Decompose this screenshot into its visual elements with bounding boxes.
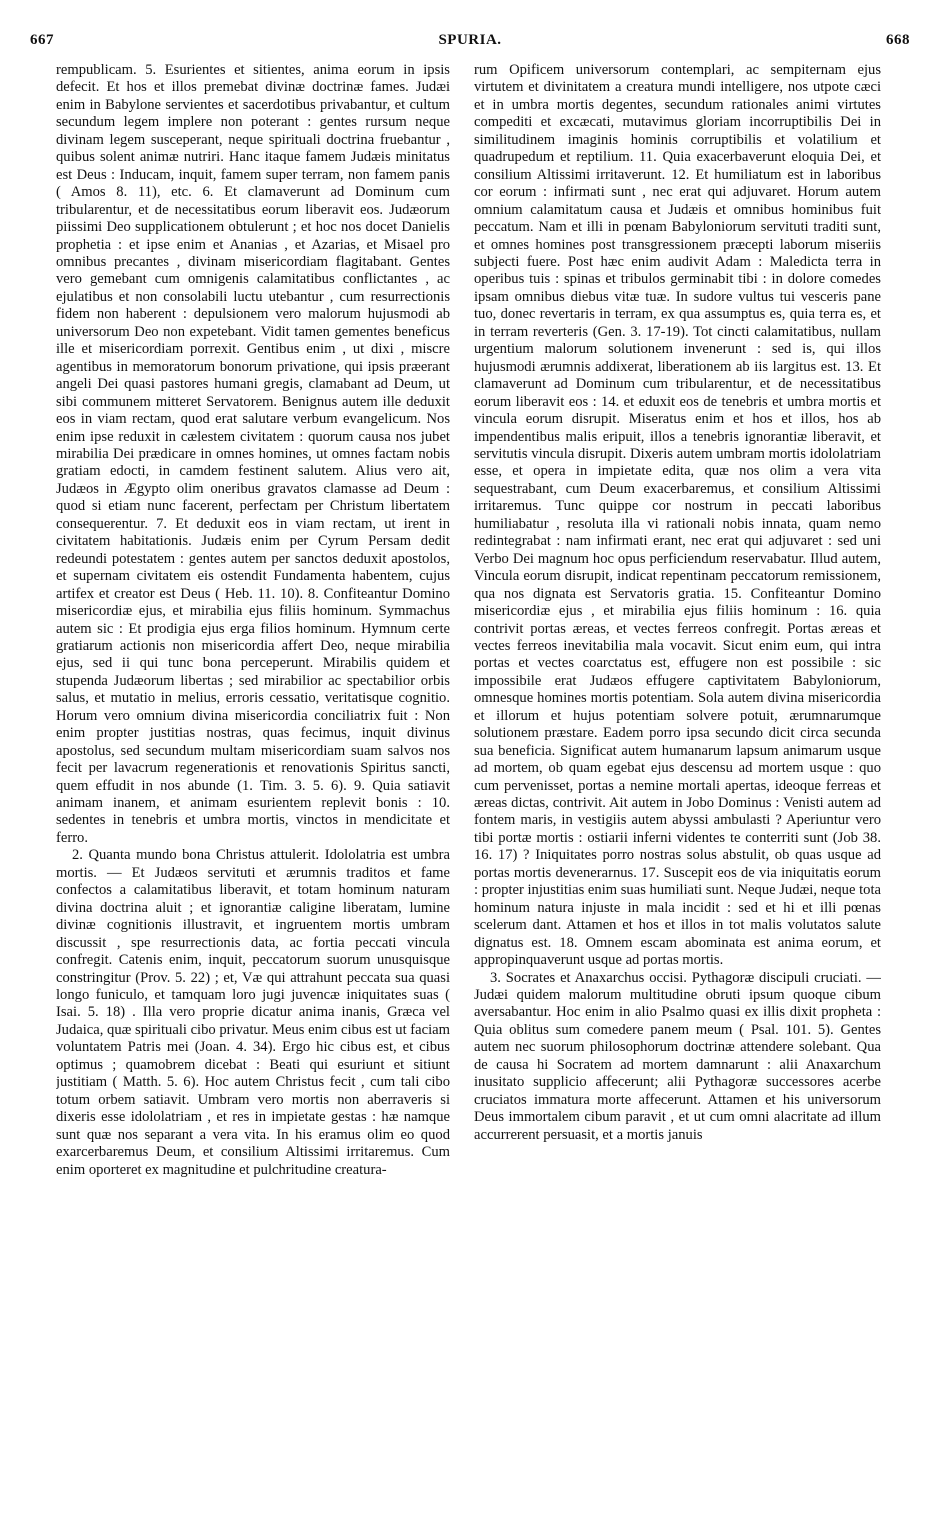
right-column <box>474 62 881 1502</box>
running-title: SPURIA. <box>438 32 502 48</box>
page-header <box>30 32 910 56</box>
page-number-left: 667 <box>30 32 54 48</box>
paragraph: rum Opificem universorum contemplari, ac sempiternam ejus virtutem et divinitatem a creatura mundi intelligere, nos utpote cæci et in umbra mortis degentes, secundum rationales animi virtutes compediti et excæcati, mutavimus gloriam incorruptibilis Dei in similitudinem imaginis hominis corruptibilis et volatilium et quadrupedum et reptilium. 11. Quia exacerbaverunt eloquia Dei, et consilium Altissimi irritaverunt. 12. Et humiliatum est in laboribus cor eorum : infirmati sunt , nec erat qui adjuvaret. Horum autem omnium calamitatum causa et Judæis et omnibus hominibus fuit peccatum. Nam et illi in pœnam Babyloniorum servituti traditi sunt, et omnes homines post transgressionem præcepti laborum miseriis subjecti fuere. Post hæc enim audivit Adam : Maledicta terra in operibus tuis : spinas et tribulos germinabit tibi : in dolore comedes ipsam omnibus diebus vitæ tuæ. In sudore vultus tui vesceris pane tuo, donec revertaris in terram, ex qua assumptus es, quia terra es, et in terram reverteris (Gen. 3. 17-19). Tot cincti calamitatibus, nullam urgentium malorum solutionem invenerunt : sed is, qui illos hujusmodi ærumnis addixerat, liberationem ab iis largitus est. 13. Et clamaverunt ad Dominum cum tribularentur, et de necessitatibus eorum liberavit eos : 14. et eduxit eos de tenebris et umbra mortis et vincula eorum disrupit. Miseratus enim et hos et illos, hos ab impendentibus malis eripuit, illos a tenebris ignorantiæ liberavit, et servitutis vincula disrupit. Dixeris autem umbram mortis idololatriam esse, et opera in impietate edita, quæ nos olim a vera vita sequestrabant, cum Deum exacerbaremus, et consilium Altissimi irritaremus. Tunc quippe cor nostrum in peccati laboribus humiliabatur , resoluta illa vi rationali nobis innata, quam nemo redintegrabat : nam infirmati erant, nec erat qui adjuvaret : sed uni Verbo Dei magnum hoc opus perficiendum reservabatur. Illud autem, Vincula eorum disrupit, indicat repentinam peccatorum remissionem, qua nos dignata est Servatoris gratia. 15. Confiteantur Domino misericordiæ ejus , et mirabilia ejus filiis hominum : 16. quia contrivit portas æreas, et vectes ferreos confregit. Portas æreas et vectes ferreos inevitabilia mala vocavit. Sicut enim eum, qui intra portas et vectes coarctatus est, effugere non est possibile : sic impossibile erat Judæos effugere captivitatem Babyloniorum, omnesque homines mortis potentiam. Sola autem divina misericordia et illorum et hujus potentiam solvere potuit, ærumnarumque solutionem præstare. Eadem porro ipsa secundo dicit circa secunda sua beneficia. Significat autem humanarum lapsum animarum usque ad mortem, ob quam egebat ejus descensu ad mortem usque : quo cum pervenisset, portas a nemine mortali apertas, ideoque ferreas et æreas dictas, contrivit. Ait autem in Jobo Dominus : Venisti autem ad fontem maris, in vestigiis autem abyssi ambulasti ? Aperiuntur vero tibi portæ mortis : ostiarii inferni videntes te conterriti sunt (Job 38. 16. 17) ? Iniquitates porro nostras solus abstulit, ob quas usque ad portas mortis devenerarnus. 17. Suscepit eos de via iniquitatis eorum : propter injustitias enim suas humiliati sunt. Neque Judæi, neque tota hominum natura injuste in mala incidit : sed et hi et illi pœnas scelerum dant. Attamen et hos et illos in tot malis volutatos salute dignatus est. 18. Omnem escam abominata est anima eorum, et appropinquaverunt usque ad portas mortis. <box>474 62 881 969</box>
page-number-right: 668 <box>886 32 910 48</box>
left-column <box>56 62 450 1502</box>
paragraph: 2. Quanta mundo bona Christus attulerit. Idololatria est umbra mortis. — Et Judæos servituti et ærumnis traditos et fame confectos a calamitatibus liberavit, et totam hominum naturam divina doctrina aluit ; et ignorantiæ caligine liberatam, lumine divinæ cognitionis illustravit, et ingruentem mortis umbram discussit , spe resurrectionis data, ac fortia peccati vincula confregit. Catenis enim, inquit, peccatorum suorum unusquisque constringitur (Prov. 5. 22) ; et, Væ qui attrahunt peccata sua quasi longo funiculo, et tamquam loro jugi juvencæ iniquitates suas ( Isai. 5. 18) . Illa vero proprie dicatur anima inanis, Græca vel Judaica, quæ spirituali cibo privatur. Meus enim cibus est ut faciam voluntatem Patris mei (Joan. 4. 34). Ergo hic cibus est, et cibus optimus ; quamobrem dicebat : Beati qui esuriunt et sitiunt justitiam ( Matth. 5. 6). Hoc autem Christus fecit , cum tali cibo totum orbem satiavit. Umbram vero mortis non aberraveris si dixeris esse idololatriam , et res in impietate gestas : hæ namque sunt quæ nos separant a vera vita. In his eramus olim eo quod exarcerbaremus Deum, et consilium Altissimi irritaremus. Cum enim oporteret ex magnitudine et pulchritudine creatura- <box>56 847 450 1178</box>
paragraph: 3. Socrates et Anaxarchus occisi. Pythagoræ discipuli cruciati. — Judæi quidem malorum multitudine obruti ipsum quoque cibum aversabantur. Hoc enim in alio Psalmo quasi ex illis dixit propheta : Quia oblitus sum comedere panem meum ( Psal. 101. 5). Gentes autem nec suorum philosophorum doctrinæ attendere solebant. Qua de causa hi Socratem ad mortem damnarunt : alii Anaxarchum inusitato supplicio affecerunt; alii Pythagoræ successores acerbe cruciatos immatura morte affecerunt. Attamen et his universorum Deus immortalem cibum paravit , et ut cum omni alacritate ad illum accurrerent persuasit, et a mortis januis <box>474 969 881 1143</box>
paragraph: rempublicam. 5. Esurientes et sitientes, anima eorum in ipsis defecit. Et hos et illos premebat divinæ doctrinæ fames. Judæi enim in Babylone servientes et sacerdotibus privabantur, et cultum secundum legem implere non poterant : gentes rursum neque divinam legem susceperant, neque spirituali doctrina fruebantur , quibus solent animæ nutriri. Hanc itaque famem Judæis minitatus est Deus : Inducam, inquit, famem super terram, non famem panis ( Amos 8. 11), etc. 6. Et clamaverunt ad Dominum cum tribularentur, et de necessitatibus eorum liberavit eos. Judæorum piissimi Deo supplicationem obtulerunt ; et hoc nos docet Danielis prophetia : et ipse enim et Ananias , et Azarias, et Misael pro omnibus precantes , divinam misericordiam flagitabant. Gentes vero gemebant cum omnigenis calamitatibus conflictantes , ac ejulatibus et non consolabili luctu utebantur , cum resurrectionis fidem non haberent : depulsionem vero malorum hujusmodi ab universorum Deo non expetebant. Vidit tamen gementes beneficus ille et misericordiam porrexit. Gentibus enim , ut dixi , miscre agentibus in memoratorum bonorum privatione, qui ipsis præerant angeli Dei quasi pastores humani gregis, clamabant ad Deum, ut sibi communem mitteret Servatorem. Benignus autem ille deduxit eos in viam rectam, quod erat salutare verbum evangelicum. Nos enim ipse reduxit in cælestem civitatem : quorum causa nos jubet mirabilia Dei prædicare in omnes homines, ut omnes factam nobis gratiam edocti, in camdem festinent salutem. Alius vero ait, Judæos in Ægypto olim oneribus gravatos clamasse ad Deum : quod si etiam nunc facerent, perfectam per Christum libertatem consequerentur. 7. Et deduxit eos in viam rectam, ut irent in civitatem habitationis. Judæis enim per Cyrum Persam dedit redeundi potestatem : gentes autem per sanctos deduxit apostolos, et supernam civitatem eis ostendit Fundamenta habentem, cujus artifex et creator est Deus ( Heb. 11. 10). 8. Confiteantur Domino misericordiæ ejus, et mirabilia ejus filiis hominum. Symmachus autem sic : Et prodigia ejus erga filios hominum. Hymnum certe gratiarum actionis non misericordia affert Deo, neque mirabilia ejus, sed ii qui tunc bona perceperunt. Mirabilis quidem et stupenda Judæorum libertas ; sed mirabilior ac spectabilior orbis salus, et mutatio in melius, erroris cessatio, veritatisque cognitio. Horum vero omnium divina misericordia conciliatrix fuit : Non enim propter justitias nostras, quas fecimus, inquit divinus apostolus, sed secundum multam misericordiam suam salvos nos fecit per lavacrum regenerationis et renovationis Spiritus sancti, quem effudit in nos abunde (1. Tim. 3. 5. 6). 9. Quia satiavit animam inanem, et animam esurientem replevit bonis : 10. sedentes in tenebris et umbra mortis, vinctos in mendicitate et ferro. <box>56 62 450 846</box>
